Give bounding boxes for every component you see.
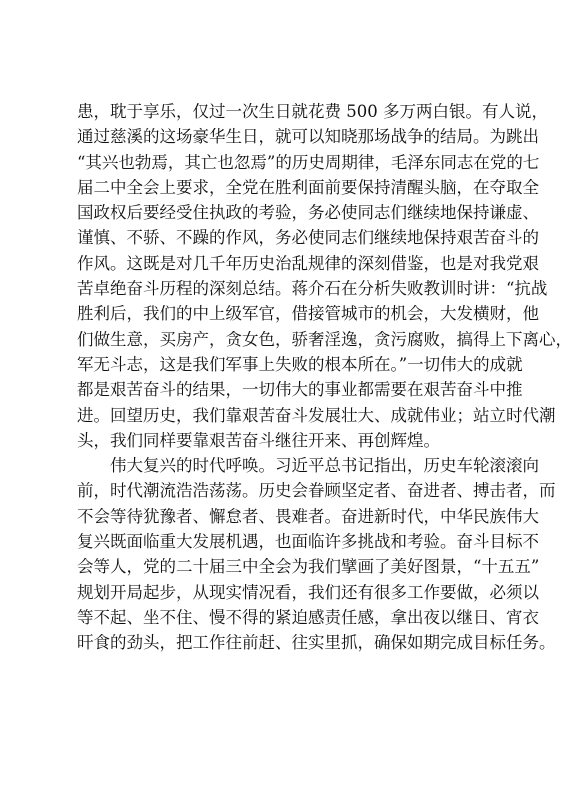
text-line: 通过慈溪的这场豪华生日，就可以知晓那场战争的结局。为跳出	[77, 127, 539, 147]
text-line: 头，我们同样要靠艰苦奋斗继往开来、再创辉煌。	[77, 430, 440, 450]
text-line: 复兴既面临重大发展机遇，也面临许多挑战和考验。奋斗目标不	[77, 532, 539, 552]
text-line: 苦卓绝奋斗历程的深刻总结。蒋介石在分析失败教训时讲：“抗战	[77, 279, 548, 299]
text-line: 们做生意，买房产，贪女色，骄奢淫逸，贪污腐败，搞得上下离心，	[77, 329, 572, 349]
text-line: “其兴也勃焉，其亡也忽焉”的历史周期律，毛泽东同志在党的七	[77, 152, 540, 172]
text-line: 患，耽于享乐，仅过一次生日就花费 500 多万两白银。有人说，	[77, 102, 548, 121]
text-line: 届二中全会上要求，全党在胜利面前要保持清醒头脑，在夺取全	[77, 177, 539, 197]
text-line: 谨慎、不骄、不躁的作风，务必使同志们继续地保持艰苦奋斗的	[77, 228, 539, 248]
text-line: 都是艰苦奋斗的结果，一切伟大的事业都需要在艰苦奋斗中推	[77, 380, 523, 400]
document-body	[77, 99, 572, 656]
text-line: 旰食的劲头，把工作往前赶、往实里抓，确保如期完成目标任务。	[77, 633, 556, 653]
text-line: 伟大复兴的时代呼唤。习近平总书记指出，历史车轮滚滚向	[110, 456, 539, 476]
text-line: 国政权后要经受住执政的考验，务必使同志们继续地保持谦虚、	[77, 203, 539, 223]
text-line: 前，时代潮流浩浩荡荡。历史会眷顾坚定者、奋进者、搏击者，而	[77, 481, 556, 501]
text-line: 作风。这既是对几千年历史治乱规律的深刻借鉴，也是对我党艰	[77, 253, 539, 273]
paragraph-2	[77, 453, 556, 655]
text-line: 军无斗志，这是我们军事上失败的根本所在。”一切伟大的成就	[77, 354, 523, 374]
paragraph-1	[77, 99, 572, 453]
text-line: 胜利后，我们的中上级军官，借接管城市的机会，大发横财，他	[77, 304, 539, 324]
text-line: 不会等待犹豫者、懈怠者、畏难者。奋进新时代，中华民族伟大	[77, 506, 539, 526]
text-line: 规划开局起步，从现实情况看，我们还有很多工作要做，必须以	[77, 582, 539, 602]
text-line: 等不起、坐不住、慢不得的紧迫感责任感，拿出夜以继日、宵衣	[77, 607, 539, 627]
text-line: 会等人，党的二十届三中全会为我们擘画了美好图景，“十五五”	[77, 557, 540, 577]
text-line: 进。回望历史，我们靠艰苦奋斗发展壮大、成就伟业；站立时代潮	[77, 405, 556, 425]
